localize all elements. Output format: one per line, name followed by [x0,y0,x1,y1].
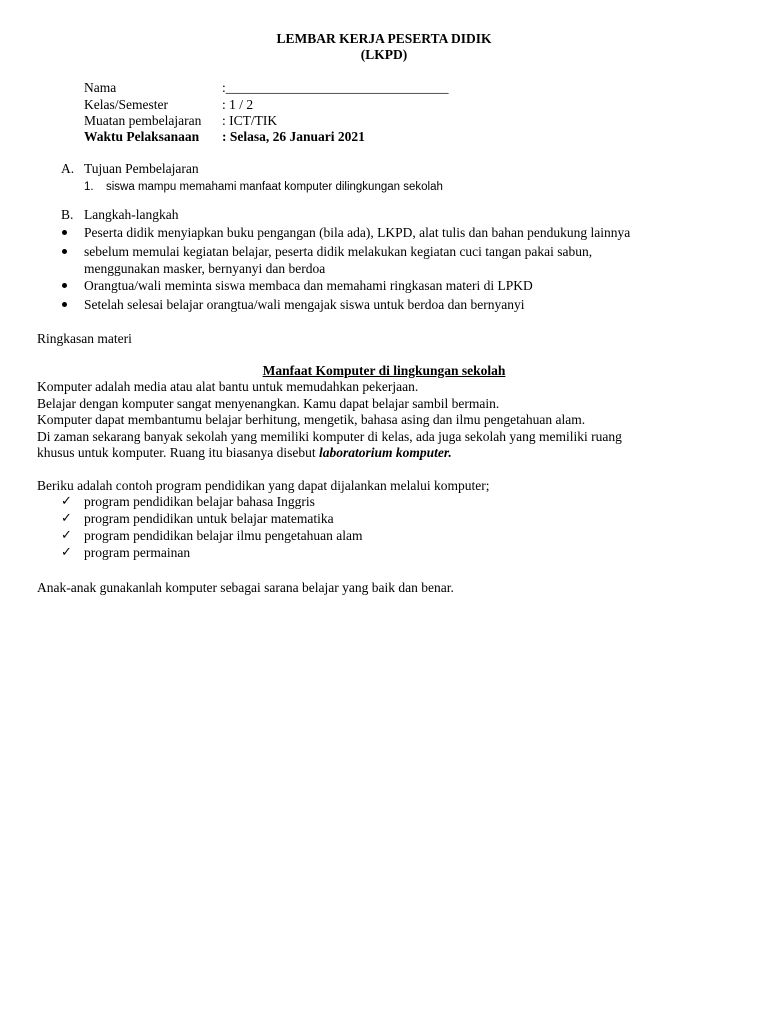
document-subtitle: (LKPD) [360,47,408,62]
check-mark-icon: ✓ [61,494,72,509]
step-item: sebelum memulai kegiatan belajar, peserta didik melakukan kegiatan cuci tangan pakai sabun, [84,244,593,259]
section-b-marker: B. [61,207,74,222]
check-list-item: program pendidikan belajar ilmu pengetahuan alam [84,528,363,543]
section-a-item-number: 1. [84,181,94,193]
check-list-item: program permainan [84,545,191,560]
kelas-label: Kelas/Semester [84,97,168,112]
paragraph-line: Komputer dapat membantumu belajar berhitung, mengetik, bahasa asing dan ilmu pengetahuan alam. [37,412,586,427]
closing-sentence: Anak-anak gunakanlah komputer sebagai sarana belajar yang baik dan benar. [37,580,454,595]
nama-value: :_________________________________ [222,80,449,95]
check-list-item: program pendidikan untuk belajar matematika [84,511,334,526]
check-mark-icon: ✓ [61,511,72,526]
step-item-continuation: menggunakan masker, bernyanyi dan berdoa [84,261,326,276]
step-item: Orangtua/wali meminta siswa membaca dan memahami ringkasan materi di LPKD [84,278,533,293]
paragraph-line: Di zaman sekarang banyak sekolah yang memiliki komputer di kelas, ada juga sekolah yang memiliki ruang [37,429,622,444]
paragraph-line: Komputer adalah media atau alat bantu untuk memudahkan pekerjaan. [37,379,419,394]
nama-label: Nama [84,80,117,95]
step-item: Peserta didik menyiapkan buku pengangan (bila ada), LKPD, alat tulis dan bahan pendukung lainnya [84,225,631,240]
waktu-value: : Selasa, 26 Januari 2021 [222,129,365,144]
list-intro: Beriku adalah contoh program pendidikan yang dapat dijalankan melalui komputer; [37,478,490,493]
waktu-label: Waktu Pelaksanaan [84,129,200,144]
bullet-dot-icon [62,302,67,307]
bullet-dot-icon [62,230,67,235]
muatan-value: : ICT/TIK [222,113,278,128]
emphasis-term: laboratorium komputer. [318,445,452,460]
document-title: LEMBAR KERJA PESERTA DIDIK [276,31,492,46]
check-list-item: program pendidikan belajar bahasa Inggris [84,494,315,509]
section-a-marker: A. [61,161,75,176]
check-mark-icon: ✓ [61,528,72,543]
paragraph-line: Belajar dengan komputer sangat menyenangkan. Kamu dapat belajar sambil bermain. [37,396,500,411]
check-mark-icon: ✓ [61,545,72,560]
paragraph-text: khusus untuk komputer. Ruang itu biasanya disebut [37,445,319,460]
section-a-title: Tujuan Pembelajaran [84,161,199,176]
muatan-label: Muatan pembelajaran [84,113,202,128]
ringkasan-label: Ringkasan materi [37,331,132,346]
paragraph-line [37,445,452,462]
section-a-item-text: siswa mampu memahami manfaat komputer dilingkungan sekolah [106,181,443,193]
step-item: Setelah selesai belajar orangtua/wali mengajak siswa untuk berdoa dan bernyanyi [84,297,525,312]
bullet-dot-icon [62,249,67,254]
section-b-title: Langkah-langkah [84,207,179,222]
bullet-dot-icon [62,283,67,288]
kelas-value: : 1 / 2 [222,97,254,112]
ringkasan-heading: Manfaat Komputer di lingkungan sekolah [262,363,506,378]
